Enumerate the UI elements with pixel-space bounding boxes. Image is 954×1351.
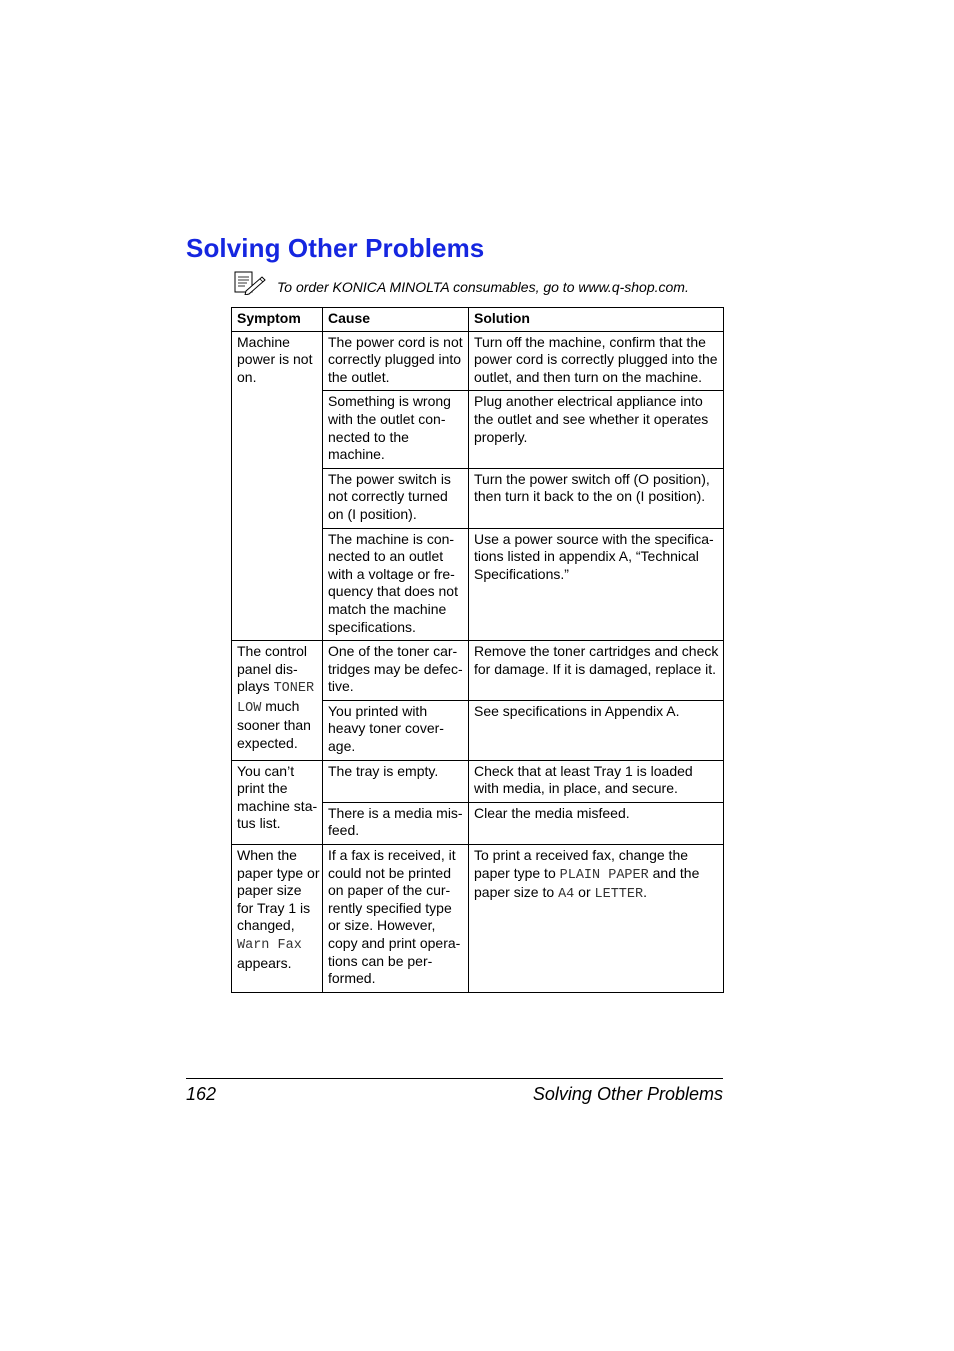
table-row (232, 845, 724, 993)
text-run: much sooner than expected. (237, 697, 311, 752)
cause-cell: The power switch is not correctly turned on (I position). (323, 468, 469, 528)
cause-cell: The power cord is not correctly plugged into the outlet. (323, 331, 469, 391)
text-run: The control panel dis- plays (237, 643, 308, 695)
note-pencil-icon (234, 271, 266, 295)
code-text: PLAIN PAPER (559, 867, 649, 883)
header-solution: Solution (469, 308, 724, 332)
page-number: 162 (186, 1084, 217, 1104)
symptom-cell (232, 641, 323, 761)
text-run: or (574, 884, 595, 901)
text-run: Plug another electrical appliance into the outlet and see whether it operates properly. (474, 393, 709, 445)
table-row (232, 760, 724, 802)
code-text: A4 (558, 887, 575, 903)
text-run: Remove the toner cartridges and check for damage. If it is damaged, replace it. (474, 643, 719, 677)
text-run: To print a received fax, change the paper type to (474, 847, 689, 881)
table-header-row (232, 308, 724, 332)
text-run: See specifications in Appendix A. (474, 702, 680, 719)
note-text: To order KONICA MINOLTA consumables, go to www.q-shop.com. (277, 279, 689, 295)
solution-cell (469, 468, 724, 528)
cause-cell: The machine is con- nected to an outlet with a voltage or fre- quency that does not match the machine specifications. (323, 528, 469, 641)
solution-cell (469, 391, 724, 468)
cause-cell: One of the toner car- tridges may be defec- tive. (323, 641, 469, 701)
text-run: Use a power source with the specifica- tions listed in appendix A, “Technical Specifications.” (474, 530, 714, 582)
text-run: Turn off the machine, confirm that the power cord is correctly plugged into the outlet, and then turn on the machine. (474, 333, 718, 385)
text-run: Clear the media misfeed. (474, 804, 630, 821)
cause-cell: There is a media mis- feed. (323, 802, 469, 844)
cause-cell: Something is wrong with the outlet con- nected to the machine. (323, 391, 469, 468)
page-title: Solving Other Problems (186, 233, 485, 263)
footer-section-title: Solving Other Problems (532, 1084, 723, 1104)
troubleshooting-table (231, 307, 724, 993)
code-text: TONER LOW (237, 681, 315, 716)
text-run: Check that at least Tray 1 is loaded with media, in place, and secure. (474, 762, 693, 797)
table-body (232, 331, 724, 992)
symptom-cell (232, 331, 323, 641)
solution-cell (469, 700, 724, 760)
solution-cell (469, 845, 724, 993)
table-row (232, 641, 724, 701)
solution-cell (469, 802, 724, 844)
solution-cell (469, 641, 724, 701)
footer-rule (186, 1078, 723, 1079)
symptom-cell (232, 845, 323, 993)
cause-cell: If a fax is received, it could not be printed on paper of the cur- rently specified type or size. However, copy and print opera- tions can be per- formed. (323, 845, 469, 993)
solution-cell (469, 528, 724, 641)
header-cause: Cause (323, 308, 469, 332)
code-text: LETTER (594, 887, 644, 903)
header-symptom: Symptom (232, 308, 323, 332)
text-run: You can’t print the machine sta- tus list. (237, 762, 318, 832)
text-run: and the paper size to (474, 864, 700, 901)
text-run: Machine power is not on. (237, 333, 313, 385)
code-text: Warn Fax (237, 938, 302, 953)
cause-cell: You printed with heavy toner cover- age. (323, 700, 469, 760)
text-run: appears. (237, 954, 292, 971)
text-run: . (643, 884, 647, 901)
solution-cell (469, 760, 724, 802)
cause-cell: The tray is empty. (323, 760, 469, 802)
solution-cell (469, 331, 724, 391)
symptom-cell (232, 760, 323, 844)
text-run: When the paper type or paper size for Tray 1 is changed, (237, 847, 320, 934)
table-row (232, 331, 724, 391)
text-run: Turn the power switch off (O position), then turn it back to the on (I position). (474, 470, 710, 505)
